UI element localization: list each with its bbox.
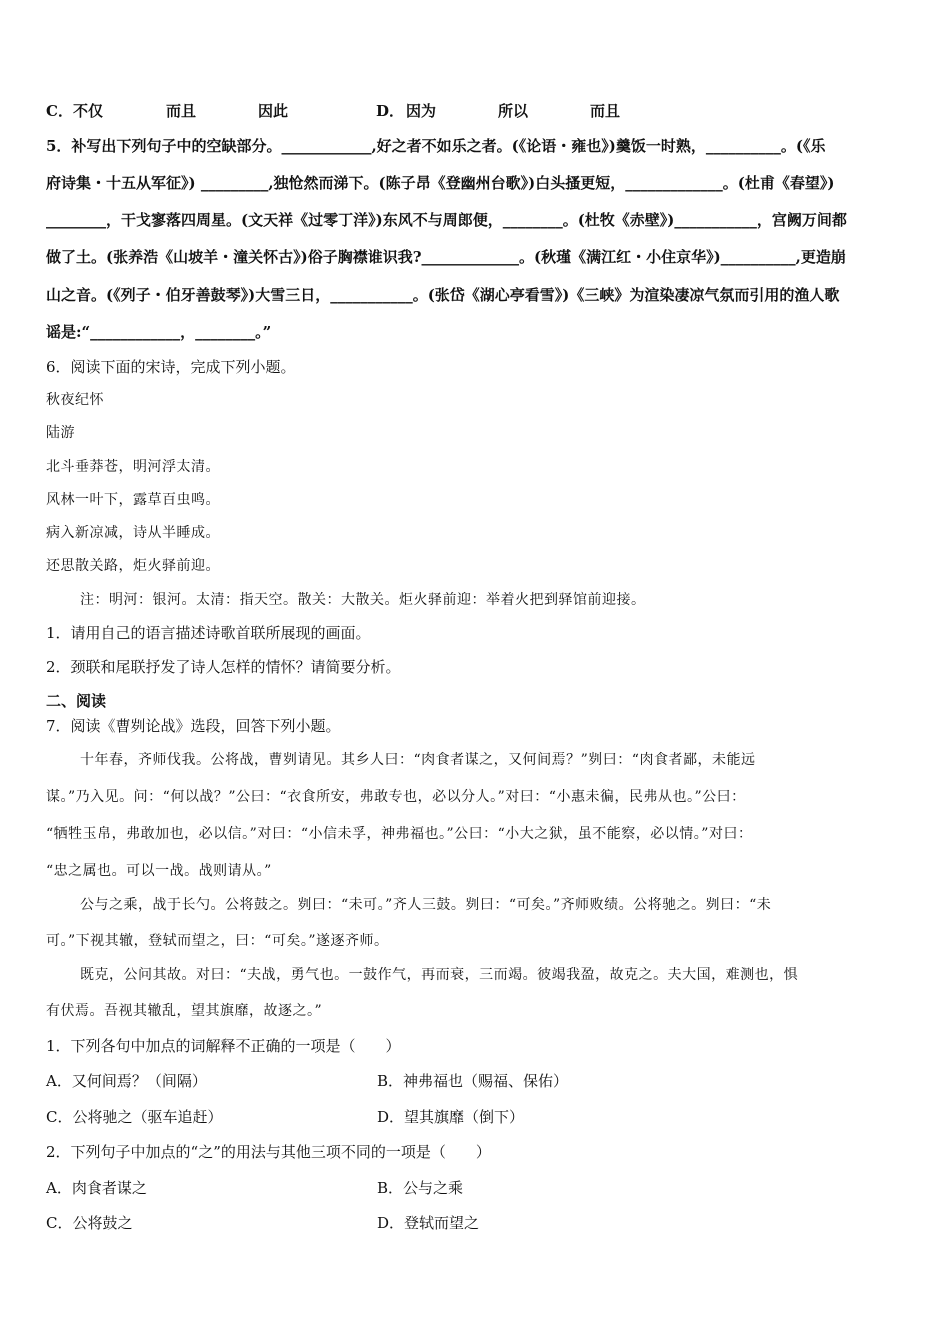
q5-line: 山之音。(《列子・伯牙善鼓琴》)大雪三日，___________。(张岱《湖心亭看雪》)《三峡》为渲染凄凉气氛而引用的渔人歌 [46,286,840,304]
poem-line: 病入新凉减，诗从半睡成。 [46,525,220,541]
poem-line: 北斗垂莽苍，明河浮太清。 [46,459,220,475]
q5-line: 5．补写出下列句子中的空缺部分。____________,好之者不如乐之者。(《论语・雍也》)羹饭一时熟，__________。(《乐 [46,137,826,155]
q6-subquestion-2: 2．颈联和尾联抒发了诗人怎样的情怀？请简要分析。 [46,658,401,676]
q7-subquestion-1: 1．下列各句中加点的词解释不正确的一项是（ ） [46,1037,401,1055]
poem-note: 注：明河：银河。太清：指天空。散关：大散关。炬火驿前迎：举着火把到驿馆前迎接。 [80,592,646,608]
option-b: B．神弗福也（赐福、保佑） [377,1072,569,1090]
q4-option-d-word: 而且 [590,102,621,120]
passage-line: 十年春，齐师伐我。公将战，曹刿请见。其乡人曰：“肉食者谋之，又何间焉？”刿曰：“肉食者鄙，未能远 [80,752,756,768]
q4-option-c-word: 不仅 [72,102,103,120]
q6-subquestion-1: 1．请用自己的语言描述诗歌首联所展现的画面。 [46,624,371,642]
q7-subquestion-2: 2．下列句子中加点的“之”的用法与其他三项不同的一项是（ ） [46,1143,491,1161]
passage-line: “牺牲玉帛，弗敢加也，必以信。”对曰：“小信未孚，神弗福也。”公曰：“小大之狱，虽不能察，必以情。”对曰： [46,826,753,842]
poem-author: 陆游 [46,425,75,441]
q4-option-d-word: 因为 [406,102,437,120]
option-c: C．公将驰之（驱车追赶） [46,1108,223,1126]
passage-line: 谋。”乃入见。问：“何以战？”公曰：“衣食所安，弗敢专也，必以分人。”对曰：“小惠未徧，民弗从也。”公曰： [46,789,746,805]
q7-intro: 7．阅读《曹刿论战》选段，回答下列小题。 [46,717,341,735]
poem-title: 秋夜纪怀 [46,392,104,408]
poem-line: 还思散关路，炬火驿前迎。 [46,558,220,574]
q4-option-d-word: 所以 [498,102,529,120]
option-d: D．登轼而望之 [377,1214,480,1232]
q6-intro: 6．阅读下面的宋诗，完成下列小题。 [46,358,296,376]
q5-line: 府诗集・十五从军征》) _________,独怆然而涕下。(陈子昂《登幽州台歌》)白头搔更短，_____________。(杜甫《春望》) [46,174,835,192]
q4-option-c-label: C． [46,102,73,120]
passage-line: 公与之乘，战于长勺。公将鼓之。刿曰：“未可。”齐人三鼓。刿曰：“可矣。”齐师败绩。公将驰之。刿曰：“未 [80,897,772,913]
q5-line: 谣是:“____________，________。” [46,323,272,341]
passage-line: 既克，公问其故。对曰：“夫战，勇气也。一鼓作气，再而衰，三而竭。彼竭我盈，故克之。夫大国，难测也，惧 [80,967,799,983]
passage-line: 有伏焉。吾视其辙乱，望其旗靡，故逐之。” [46,1003,323,1019]
q5-line: 做了土。(张养浩《山坡羊・潼关怀古》)俗子胸襟谁识我?_____________。(秋瑾《满江红・小住京华》)__________,更造崩 [46,248,846,266]
option-b: B．公与之乘 [377,1179,464,1197]
option-a: A．肉食者谋之 [46,1179,147,1197]
q4-option-cd-row [46,100,621,122]
q4-option-c-word: 因此 [258,102,289,120]
option-d: D．望其旗靡（倒下） [377,1108,525,1126]
q4-option-c-word: 而且 [166,102,197,120]
passage-line: “忠之属也。可以一战。战则请从。” [46,863,272,879]
section-heading: 二、阅读 [46,692,107,710]
q4-option-d-label: D． [376,102,405,120]
q5-line: ________，干戈寥落四周星。(文天祥《过零丁洋》)东风不与周郎便，________。(杜牧《赤壁》)___________，宫阙万间都 [46,211,847,229]
passage-line: 可。”下视其辙，登轼而望之，曰：“可矣。”遂逐齐师。 [46,933,389,949]
poem-line: 风林一叶下，露草百虫鸣。 [46,492,220,508]
option-c: C．公将鼓之 [46,1214,133,1232]
option-a: A．又何间焉？（间隔） [46,1072,207,1090]
